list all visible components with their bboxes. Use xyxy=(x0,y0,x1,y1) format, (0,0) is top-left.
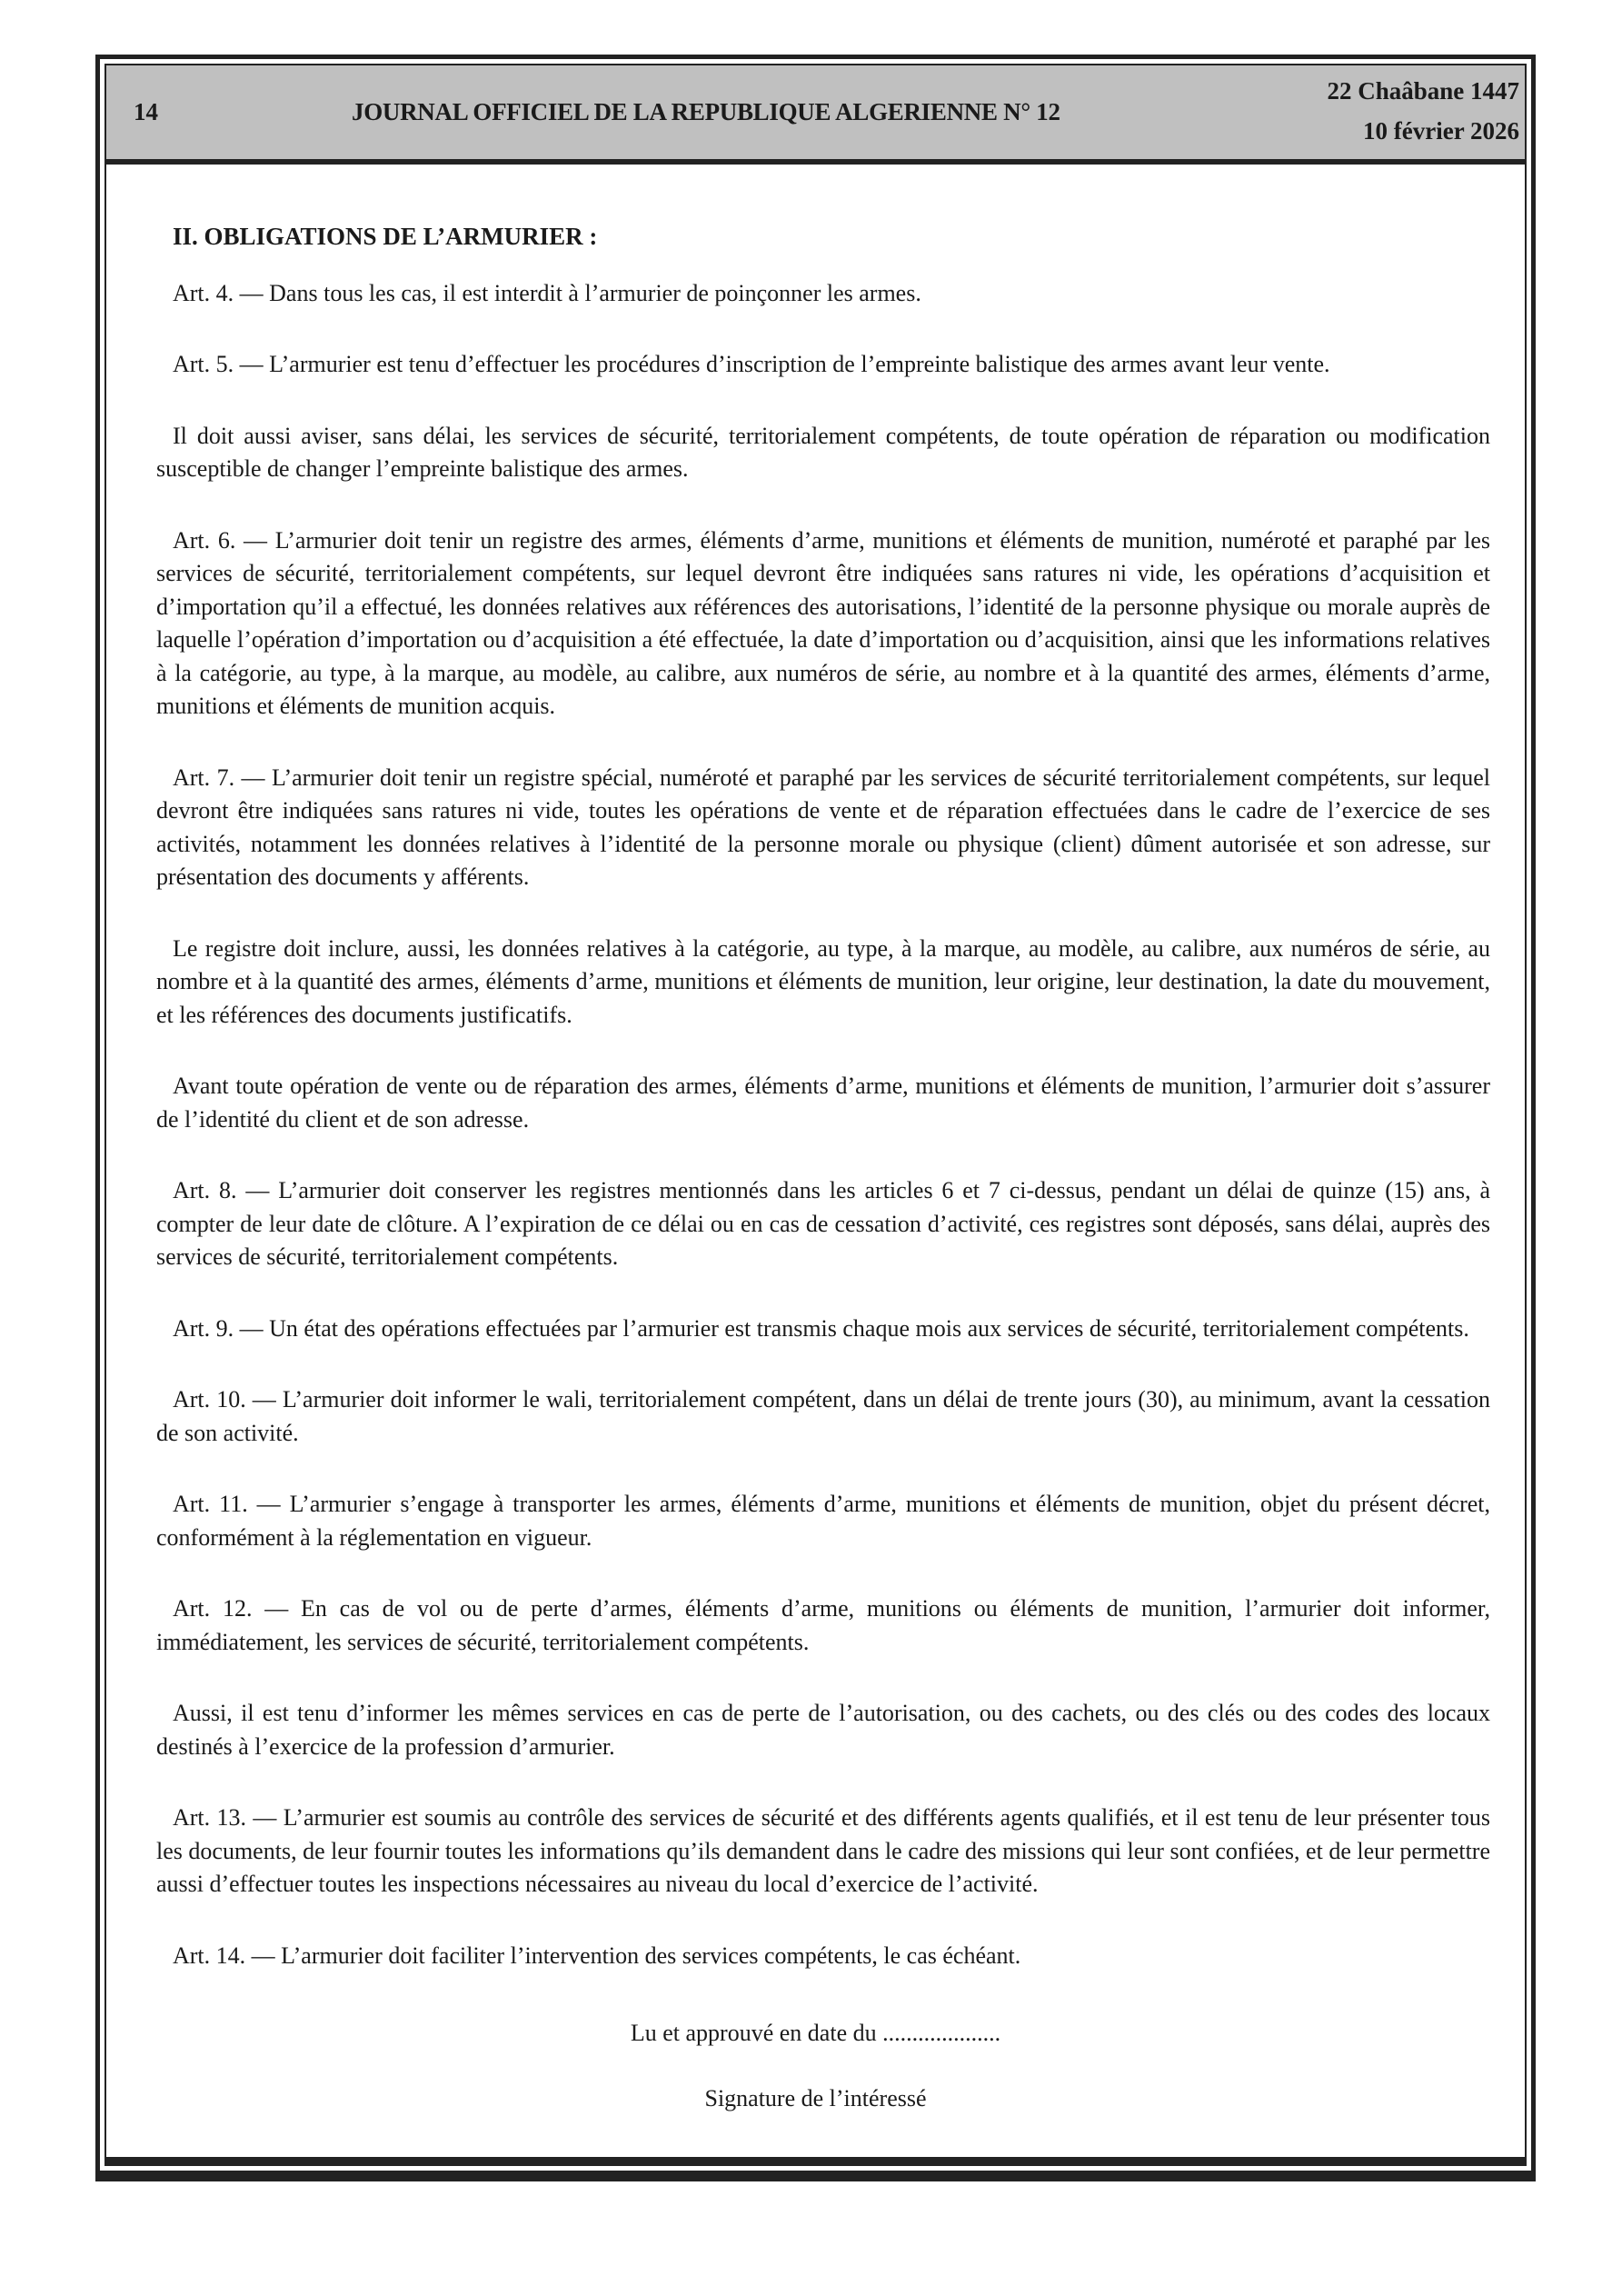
paragraph: Art. 7. — L’armurier doit tenir un registre spécial, numéroté et paraphé par les services de sécurité territorialement compétents, sur lequel devront être indiquées sans ratures ni vide, toutes les opérations de vente et de réparation effectuées dans le cadre de l’exercice de ses activités, notamment les données relatives à l’identité de la personne morale ou physique (client) dûment autorisée et son adresse, sur présentation des documents y afférents. xyxy=(156,764,1490,890)
issue-date xyxy=(1327,71,1519,151)
paragraph: Art. 14. — L’armurier doit faciliter l’intervention des services compétents, le cas échéant. xyxy=(173,1942,1021,1969)
page-frame xyxy=(95,55,1536,2181)
paragraph: Art. 9. — Un état des opérations effectuées par l’armurier est transmis chaque mois aux services de sécurité, territorialement compétents. xyxy=(173,1314,1469,1342)
approval-line: Lu et approuvé en date du .................... xyxy=(630,2020,1001,2046)
paragraph: Aussi, il est tenu d’informer les mêmes services en cas de perte de l’autorisation, ou des cachets, ou des clés ou des codes des locaux destinés à l’exercice de la profession d’armurier. xyxy=(156,1700,1490,1760)
paragraph: Art. 13. — L’armurier est soumis au contrôle des services de sécurité et des différents agents qualifiés, et il est tenu de leur présenter tous les documents, de leur fournir toutes les informations qu’ils demandent dans le cadre des missions qui leur sont confiées, et de leur permettre aussi d’effectuer toutes les inspections nécessaires au niveau du local d’exercice de l’activité. xyxy=(156,1804,1490,1897)
page-number: 14 xyxy=(134,98,158,125)
paragraph: Le registre doit inclure, aussi, les données relatives à la catégorie, au type, à la marque, au modèle, au calibre, aux numéros de série, au nombre et à la quantité des armes, éléments d’arme, munitions et éléments de munition, leur origine, leur destination, la date du mouvement, et les références des documents justificatifs. xyxy=(156,934,1490,1028)
paragraph: Art. 4. — Dans tous les cas, il est interdit à l’armurier de poinçonner les armes. xyxy=(173,279,921,306)
date-gregorian: 10 février 2026 xyxy=(1363,117,1519,145)
section-title: II. OBLIGATIONS DE L’ARMURIER : xyxy=(173,223,598,250)
paragraph: Art. 8. — L’armurier doit conserver les registres mentionnés dans les articles 6 et 7 ci-dessus, pendant un délai de quinze (15) ans, à compter de leur date de clôture. A l’expiration de ce délai ou en cas de cessation d’activité, ces registres sont déposés, sans délai, auprès des services de sécurité, territorialement compétents. xyxy=(156,1177,1490,1270)
page-frame-inner xyxy=(104,64,1527,2166)
signature-label: Signature de l’intéressé xyxy=(704,2085,927,2111)
paragraph: Art. 12. — En cas de vol ou de perte d’armes, éléments d’arme, munitions ou éléments de munition, l’armurier doit informer, immédiatement, les services de sécurité, territorialement compétents. xyxy=(156,1595,1490,1655)
paragraph: Art. 11. — L’armurier s’engage à transporter les armes, éléments d’arme, munitions et éléments de munition, objet du présent décret, conformément à la réglementation en vigueur. xyxy=(156,1491,1490,1551)
document-body xyxy=(156,220,1490,2011)
date-hijri: 22 Chaâbane 1447 xyxy=(1327,77,1519,105)
journal-title: JOURNAL OFFICIEL DE LA REPUBLIQUE ALGERIENNE N° 12 xyxy=(352,98,1060,125)
journal-header xyxy=(106,65,1525,165)
paragraph: Art. 10. — L’armurier doit informer le wali, territorialement compétent, dans un délai de trente jours (30), au minimum, avant la cessation de son activité. xyxy=(156,1386,1490,1446)
paragraph: Avant toute opération de vente ou de réparation des armes, éléments d’arme, munitions et éléments de munition, l’armurier doit s’assurer de l’identité du client et de son adresse. xyxy=(156,1073,1490,1133)
paragraph: Il doit aussi aviser, sans délai, les services de sécurité, territorialement compétents, de toute opération de réparation ou modification susceptible de changer l’empreinte balistique des armes. xyxy=(156,422,1490,482)
paragraph: Art. 6. — L’armurier doit tenir un registre des armes, éléments d’arme, munitions et éléments de munition, numéroté et paraphé par les services de sécurité, territorialement compétents, sur lequel devront être indiquées sans ratures ni vide, les opérations d’acquisition et d’importation qu’il a effectué, les données relatives aux références des autorisations, l’identité de la personne physique ou morale auprès de laquelle l’opération d’importation ou d’acquisition a été effectuée, la date d’importation ou d’acquisition, ainsi que les informations relatives à la catégorie, au type, à la marque, au modèle, au calibre, aux numéros de série, au nombre et à la quantité des armes, éléments d’arme, munitions et éléments de munition acquis. xyxy=(156,526,1490,719)
paragraph: Art. 5. — L’armurier est tenu d’effectuer les procédures d’inscription de l’empreinte balistique des armes avant leur vente. xyxy=(173,351,1330,377)
